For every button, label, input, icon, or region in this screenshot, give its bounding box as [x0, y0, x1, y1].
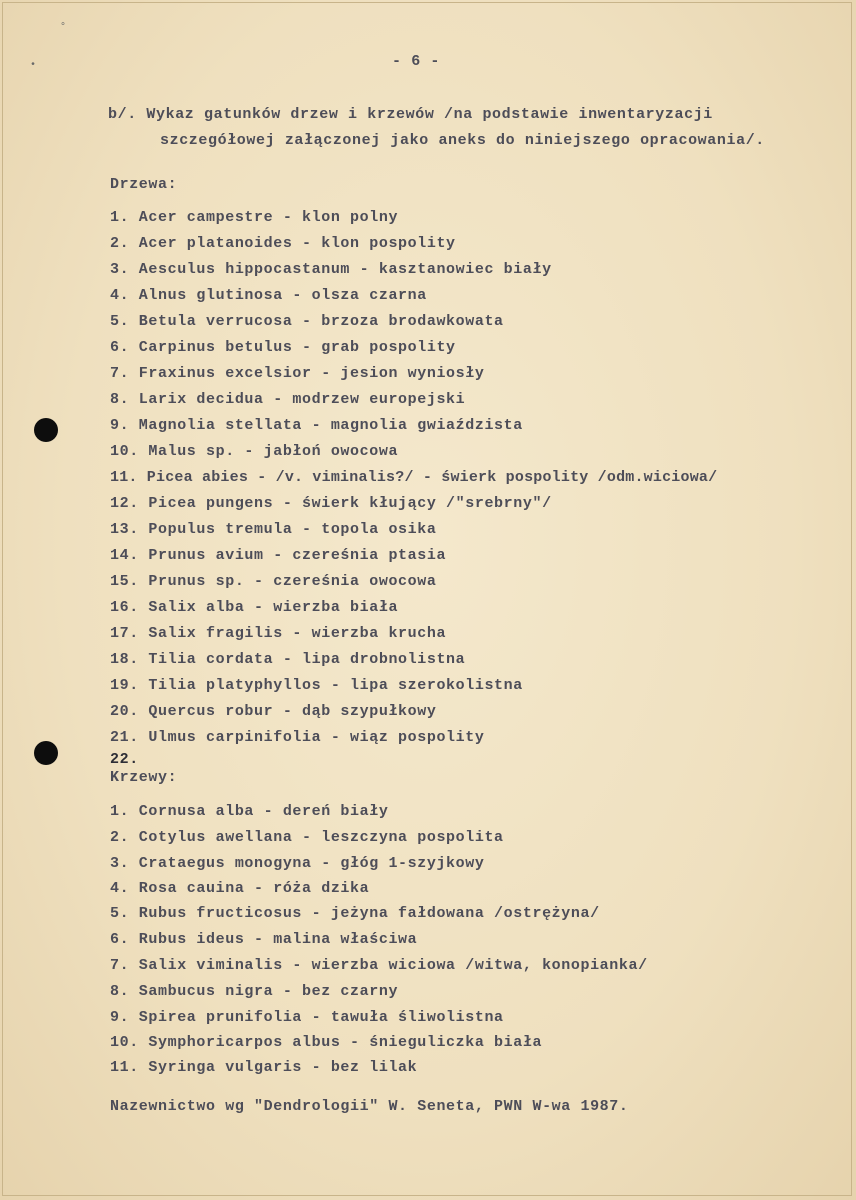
tree-item: 2. Acer platanoides - klon pospolity — [110, 235, 456, 252]
page-number: - 6 - — [392, 53, 441, 70]
shrub-item: 4. Rosa cauina - róża dzika — [110, 880, 370, 897]
footer-note: Nazewnictwo wg "Dendrologii" W. Seneta, PWN W-wa 1987. — [110, 1098, 629, 1115]
tree-item: 11. Picea abies - /v. viminalis?/ - świerk pospolity /odm.wiciowa/ — [110, 469, 718, 486]
tree-item: 16. Salix alba - wierzba biała — [110, 599, 399, 616]
tree-item: 18. Tilia cordata - lipa drobnolistna — [110, 651, 466, 668]
tree-item: 10. Malus sp. - jabłoń owocowa — [110, 443, 399, 460]
shrub-item: 8. Sambucus nigra - bez czarny — [110, 983, 399, 1000]
shrub-item: 3. Crataegus monogyna - głóg 1-szyjkowy — [110, 855, 485, 872]
tree-item: 22. — [110, 751, 139, 768]
shrubs-heading: Krzewy: — [110, 769, 178, 786]
punch-hole — [34, 741, 58, 765]
tree-item: 4. Alnus glutinosa - olsza czarna — [110, 287, 427, 304]
tree-item: 6. Carpinus betulus - grab pospolity — [110, 339, 456, 356]
tree-item: 13. Populus tremula - topola osika — [110, 521, 437, 538]
shrub-item: 9. Spirea prunifolia - tawuła śliwolistna — [110, 1009, 504, 1026]
tree-item: 9. Magnolia stellata - magnolia gwiaździsta — [110, 417, 523, 434]
shrub-item: 2. Cotylus awellana - leszczyna pospolita — [110, 829, 504, 846]
tree-item: 17. Salix fragilis - wierzba krucha — [110, 625, 447, 642]
tree-item: 12. Picea pungens - świerk kłujący /"srebrny"/ — [110, 495, 552, 512]
tree-item: 5. Betula verrucosa - brzoza brodawkowata — [110, 313, 504, 330]
tree-item: 19. Tilia platyphyllos - lipa szerokolistna — [110, 677, 523, 694]
punch-hole — [34, 418, 58, 442]
shrub-item: 5. Rubus fructicosus - jeżyna fałdowana /ostrężyna/ — [110, 905, 600, 922]
margin-mark: • — [30, 60, 37, 71]
shrub-item: 7. Salix viminalis - wierzba wiciowa /witwa, konopianka/ — [110, 957, 648, 974]
shrub-item: 10. Symphoricarpos albus - śnieguliczka biała — [110, 1034, 543, 1051]
trees-heading: Drzewa: — [110, 176, 178, 193]
tree-item: 8. Larix decidua - modrzew europejski — [110, 391, 466, 408]
header-line-1: b/. Wykaz gatunków drzew i krzewów /na podstawie inwentaryzacji — [108, 106, 713, 123]
tree-item: 1. Acer campestre - klon polny — [110, 209, 399, 226]
shrub-item: 1. Cornusa alba - dereń biały — [110, 803, 389, 820]
tree-item: 14. Prunus avium - czereśnia ptasia — [110, 547, 447, 564]
tree-item: 3. Aesculus hippocastanum - kasztanowiec biały — [110, 261, 552, 278]
tree-item: 7. Fraxinus excelsior - jesion wyniosły — [110, 365, 485, 382]
tree-item: 21. Ulmus carpinifolia - wiąz pospolity — [110, 729, 485, 746]
shrub-item: 6. Rubus ideus - malina właściwa — [110, 931, 418, 948]
shrub-item: 11. Syringa vulgaris - bez lilak — [110, 1059, 418, 1076]
header-line-2: szczegółowej załączonej jako aneks do niniejszego opracowania/. — [160, 132, 765, 149]
tree-item: 15. Prunus sp. - czereśnia owocowa — [110, 573, 437, 590]
tree-item: 20. Quercus robur - dąb szypułkowy — [110, 703, 437, 720]
margin-mark: ° — [60, 22, 67, 33]
